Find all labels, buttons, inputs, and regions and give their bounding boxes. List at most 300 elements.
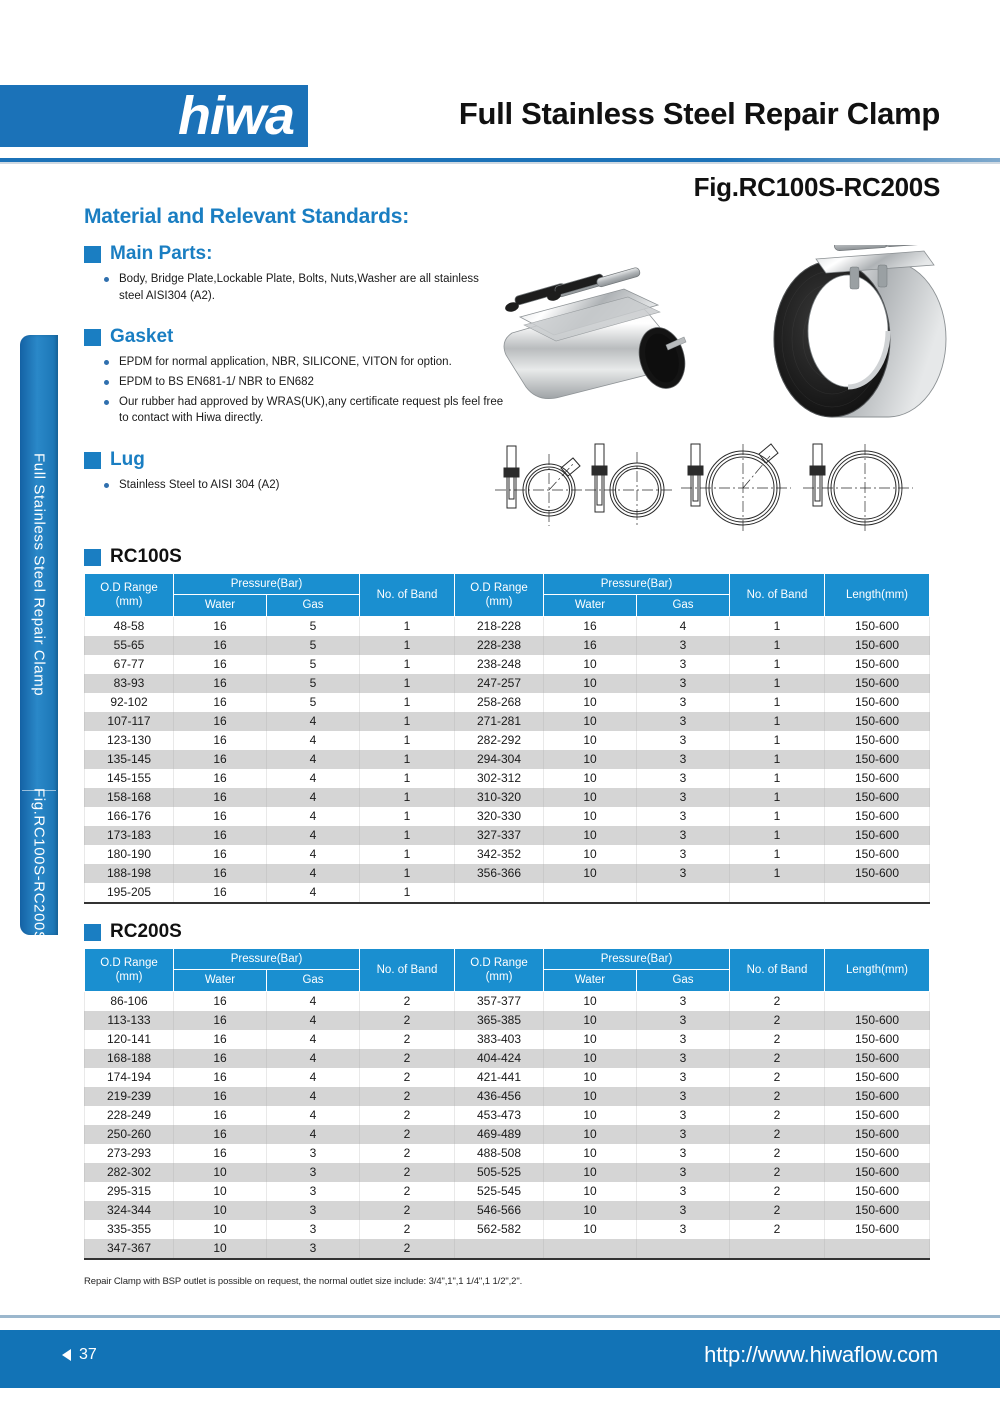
rc200s-section-label <box>84 921 930 943</box>
cell-band-right: 1 <box>730 769 825 788</box>
section-title: Material and Relevant Standards: <box>84 205 410 228</box>
table-row <box>85 1182 930 1201</box>
table-body <box>85 991 930 1259</box>
cell-gas-left: 4 <box>267 845 360 864</box>
table-label-text: RC200S <box>110 921 182 942</box>
cell-length <box>825 1239 930 1259</box>
cell-water-right: 10 <box>544 693 637 712</box>
cell-water-right: 10 <box>544 769 637 788</box>
table-row <box>85 655 930 674</box>
cell-gas-right: 3 <box>637 1068 730 1087</box>
clamp-front-view <box>774 245 946 417</box>
cell-band-right: 2 <box>730 1144 825 1163</box>
drawing-2 <box>585 444 675 528</box>
cell-od-left: 120-141 <box>85 1030 174 1049</box>
table-row <box>85 788 930 807</box>
brand-logo-text: hiwa <box>177 86 294 146</box>
spec-group-main-parts <box>84 243 504 304</box>
cell-od-right: 218-228 <box>455 616 544 636</box>
cell-od-left: 92-102 <box>85 693 174 712</box>
figure-title: Fig.RC100S-RC200S <box>693 172 940 202</box>
cell-gas-left: 4 <box>267 883 360 903</box>
cell-od-right: 327-337 <box>455 826 544 845</box>
table-row <box>85 864 930 883</box>
blue-square-icon <box>84 452 101 469</box>
cell-od-right: 469-489 <box>455 1125 544 1144</box>
table-label-text: RC100S <box>110 546 182 567</box>
cell-band-right: 1 <box>730 788 825 807</box>
cell-water-left: 16 <box>174 1049 267 1068</box>
cell-od-right: 383-403 <box>455 1030 544 1049</box>
cell-length: 150-600 <box>825 1011 930 1030</box>
spec-group-lug <box>84 449 504 494</box>
table-row <box>85 1030 930 1049</box>
cell-od-left: 335-355 <box>85 1220 174 1239</box>
cell-od-left: 273-293 <box>85 1144 174 1163</box>
cell-water-left: 16 <box>174 731 267 750</box>
cell-gas-left: 4 <box>267 1125 360 1144</box>
cell-length: 150-600 <box>825 1125 930 1144</box>
cell-band-right: 2 <box>730 1011 825 1030</box>
cell-band-right: 1 <box>730 693 825 712</box>
product-photo-group <box>490 245 950 430</box>
cell-band-left: 1 <box>360 769 455 788</box>
cell-water-right: 10 <box>544 750 637 769</box>
cell-od-right: 453-473 <box>455 1106 544 1125</box>
page-footer <box>0 1330 1000 1388</box>
th-od-left <box>85 574 174 616</box>
cell-gas-left: 4 <box>267 864 360 883</box>
th-band-right: No. of Band <box>730 574 825 616</box>
cell-band-right: 2 <box>730 1125 825 1144</box>
cell-band-right <box>730 883 825 903</box>
cell-od-right: 357-377 <box>455 991 544 1011</box>
cell-od-right: 562-582 <box>455 1220 544 1239</box>
cell-length: 150-600 <box>825 1068 930 1087</box>
cell-water-right: 10 <box>544 1106 637 1125</box>
cell-band-left: 1 <box>360 655 455 674</box>
cell-gas-right: 3 <box>637 864 730 883</box>
cell-od-right: 258-268 <box>455 693 544 712</box>
cell-water-left: 16 <box>174 864 267 883</box>
cell-gas-right: 3 <box>637 636 730 655</box>
cell-gas-left: 4 <box>267 826 360 845</box>
cell-od-left: 295-315 <box>85 1182 174 1201</box>
cell-length: 150-600 <box>825 693 930 712</box>
cell-gas-right: 3 <box>637 826 730 845</box>
cell-band-left: 1 <box>360 826 455 845</box>
cell-gas-left: 4 <box>267 1030 360 1049</box>
table-row <box>85 826 930 845</box>
cell-water-right: 10 <box>544 1220 637 1239</box>
clamp-side-view <box>504 267 692 399</box>
cell-water-right: 10 <box>544 1163 637 1182</box>
side-tab <box>20 335 58 942</box>
cell-water-right: 10 <box>544 826 637 845</box>
cell-od-left: 168-188 <box>85 1049 174 1068</box>
cell-gas-right: 3 <box>637 693 730 712</box>
cell-band-left: 1 <box>360 693 455 712</box>
cell-length: 150-600 <box>825 1182 930 1201</box>
cell-band-right: 1 <box>730 864 825 883</box>
cell-water-right: 10 <box>544 674 637 693</box>
cell-water-left: 16 <box>174 750 267 769</box>
cell-od-left: 135-145 <box>85 750 174 769</box>
cell-band-left: 1 <box>360 864 455 883</box>
cell-water-left: 16 <box>174 845 267 864</box>
cell-od-left: 228-249 <box>85 1106 174 1125</box>
table-header-row-1 <box>85 574 930 595</box>
list-item: EPDM to BS EN681-1/ NBR to EN682 <box>104 374 504 391</box>
cell-water-right: 10 <box>544 788 637 807</box>
drawing-1 <box>495 446 585 526</box>
cell-gas-left: 4 <box>267 1106 360 1125</box>
cell-length: 150-600 <box>825 712 930 731</box>
table-row <box>85 883 930 903</box>
cell-band-left: 2 <box>360 1030 455 1049</box>
list-item: EPDM for normal application, NBR, SILICONE, VITON for option. <box>104 354 504 371</box>
cell-band-right: 1 <box>730 807 825 826</box>
cell-gas-right: 3 <box>637 1182 730 1201</box>
cell-water-left: 16 <box>174 1011 267 1030</box>
cell-band-left: 1 <box>360 788 455 807</box>
cell-od-left: 67-77 <box>85 655 174 674</box>
cell-od-left: 219-239 <box>85 1087 174 1106</box>
footnote: Repair Clamp with BSP outlet is possible on request, the normal outlet size include: 3/4",1",1 1/4",1 1/2",2". <box>84 1276 523 1287</box>
cell-length: 150-600 <box>825 750 930 769</box>
cell-water-left: 16 <box>174 788 267 807</box>
th-water-left: Water <box>174 595 267 616</box>
drawing-3 <box>681 444 791 532</box>
cell-gas-right: 3 <box>637 991 730 1011</box>
cell-gas-left: 5 <box>267 655 360 674</box>
cell-band-right: 1 <box>730 636 825 655</box>
cell-water-left: 10 <box>174 1239 267 1259</box>
page-number: 37 <box>79 1346 97 1363</box>
cell-water-right: 10 <box>544 991 637 1011</box>
cell-band-left: 2 <box>360 1239 455 1259</box>
cell-gas-left: 3 <box>267 1182 360 1201</box>
cell-gas-right <box>637 1239 730 1259</box>
th-pressure-left: Pressure(Bar) <box>174 949 360 970</box>
table-row <box>85 845 930 864</box>
cell-od-left: 123-130 <box>85 731 174 750</box>
spec-group-gasket <box>84 326 504 427</box>
cell-gas-left: 3 <box>267 1201 360 1220</box>
table-row <box>85 750 930 769</box>
table-row <box>85 1201 930 1220</box>
cell-water-right: 10 <box>544 1068 637 1087</box>
cell-od-left: 113-133 <box>85 1011 174 1030</box>
cell-band-right: 1 <box>730 616 825 636</box>
header-divider-secondary <box>0 162 1000 164</box>
cell-od-right: 505-525 <box>455 1163 544 1182</box>
cell-gas-left: 4 <box>267 807 360 826</box>
cell-od-left: 48-58 <box>85 616 174 636</box>
cell-length: 150-600 <box>825 769 930 788</box>
cell-gas-left: 5 <box>267 616 360 636</box>
cell-band-right: 2 <box>730 1220 825 1239</box>
cell-gas-right: 3 <box>637 674 730 693</box>
cell-length: 150-600 <box>825 826 930 845</box>
page-title: Full Stainless Steel Repair Clamp <box>458 96 940 131</box>
cell-water-right: 16 <box>544 636 637 655</box>
list-item: Stainless Steel to AISI 304 (A2) <box>104 477 504 494</box>
rc100s-table <box>84 574 930 904</box>
th-od-left <box>85 949 174 991</box>
cell-water-left: 16 <box>174 693 267 712</box>
cell-od-right: 546-566 <box>455 1201 544 1220</box>
th-gas-left: Gas <box>267 970 360 991</box>
cell-gas-right: 3 <box>637 1106 730 1125</box>
technical-drawings <box>487 432 939 537</box>
page-number-group <box>62 1346 97 1364</box>
rc100s-section-label <box>84 546 930 568</box>
cell-band-right: 1 <box>730 655 825 674</box>
prev-page-arrow-icon[interactable] <box>62 1349 71 1361</box>
cell-water-left: 16 <box>174 769 267 788</box>
cell-od-right: 356-366 <box>455 864 544 883</box>
cell-gas-left: 4 <box>267 991 360 1011</box>
cell-length: 150-600 <box>825 655 930 674</box>
cell-water-left: 10 <box>174 1220 267 1239</box>
side-tab-segment-title <box>20 365 58 785</box>
drawing-4 <box>803 444 913 532</box>
th-gas-left: Gas <box>267 595 360 616</box>
table-row <box>85 1049 930 1068</box>
cell-od-right: 320-330 <box>455 807 544 826</box>
cell-water-left: 10 <box>174 1182 267 1201</box>
cell-gas-right: 3 <box>637 655 730 674</box>
th-water-left: Water <box>174 970 267 991</box>
spec-bullet-list <box>104 477 504 494</box>
cell-gas-left: 4 <box>267 769 360 788</box>
blue-square-icon <box>84 329 101 346</box>
table-row <box>85 1011 930 1030</box>
cell-length: 150-600 <box>825 864 930 883</box>
cell-band-left: 2 <box>360 1220 455 1239</box>
cell-gas-right: 4 <box>637 616 730 636</box>
table-row <box>85 1087 930 1106</box>
cell-water-right: 10 <box>544 1144 637 1163</box>
cell-band-right: 2 <box>730 1163 825 1182</box>
cell-water-right: 10 <box>544 1087 637 1106</box>
cell-od-right: 310-320 <box>455 788 544 807</box>
side-tab-segment-figure <box>20 787 58 942</box>
cell-gas-right <box>637 883 730 903</box>
th-length: Length(mm) <box>825 949 930 991</box>
cell-water-right: 10 <box>544 807 637 826</box>
table-row <box>85 1068 930 1087</box>
cell-length: 150-600 <box>825 807 930 826</box>
cell-length: 150-600 <box>825 674 930 693</box>
cell-band-left: 1 <box>360 636 455 655</box>
cell-water-right: 10 <box>544 1201 637 1220</box>
cell-water-left: 16 <box>174 655 267 674</box>
table-header <box>85 949 930 991</box>
cell-band-left: 2 <box>360 1011 455 1030</box>
cell-length: 150-600 <box>825 1163 930 1182</box>
cell-length: 150-600 <box>825 616 930 636</box>
cell-band-left: 2 <box>360 1049 455 1068</box>
cell-length <box>825 883 930 903</box>
cell-water-left: 16 <box>174 1068 267 1087</box>
cell-gas-right: 3 <box>637 1125 730 1144</box>
cell-length <box>825 991 930 1011</box>
cell-water-left: 16 <box>174 1087 267 1106</box>
table-row <box>85 731 930 750</box>
cell-od-right: 342-352 <box>455 845 544 864</box>
cell-band-left: 1 <box>360 845 455 864</box>
cell-gas-right: 3 <box>637 1220 730 1239</box>
table-row <box>85 636 930 655</box>
spec-group-heading <box>84 449 504 471</box>
cell-od-right: 421-441 <box>455 1068 544 1087</box>
cell-gas-right: 3 <box>637 807 730 826</box>
cell-gas-right: 3 <box>637 1144 730 1163</box>
cell-gas-right: 3 <box>637 1011 730 1030</box>
cell-od-left: 250-260 <box>85 1125 174 1144</box>
cell-band-right: 2 <box>730 1049 825 1068</box>
cell-band-left: 2 <box>360 1163 455 1182</box>
cell-gas-left: 4 <box>267 1011 360 1030</box>
table-row <box>85 712 930 731</box>
spec-group-label: Gasket <box>110 326 174 348</box>
blue-square-icon <box>84 246 101 263</box>
th-od-right <box>455 574 544 616</box>
cell-gas-left: 4 <box>267 1087 360 1106</box>
table-label-rc200s <box>84 921 930 943</box>
spec-bullet-list <box>104 271 504 304</box>
cell-od-left: 188-198 <box>85 864 174 883</box>
cell-water-right <box>544 1239 637 1259</box>
table-body <box>85 616 930 903</box>
cell-water-left: 16 <box>174 1106 267 1125</box>
cell-od-left: 195-205 <box>85 883 174 903</box>
cell-water-left: 10 <box>174 1163 267 1182</box>
cell-water-right: 10 <box>544 712 637 731</box>
table-row <box>85 616 930 636</box>
cell-band-left: 1 <box>360 731 455 750</box>
th-gas-right: Gas <box>637 970 730 991</box>
table-row <box>85 1144 930 1163</box>
table-row <box>85 674 930 693</box>
table-row <box>85 1125 930 1144</box>
th-od-left-line2: (mm) <box>115 970 143 983</box>
material-standards-section <box>84 205 504 516</box>
th-od-left-line2: (mm) <box>115 595 143 608</box>
cell-gas-left: 4 <box>267 1068 360 1087</box>
cell-gas-left: 4 <box>267 712 360 731</box>
th-od-right-line1: O.D Range <box>470 581 528 594</box>
technical-drawing-group <box>487 432 939 537</box>
cell-band-left: 2 <box>360 1068 455 1087</box>
cell-gas-right: 3 <box>637 1030 730 1049</box>
cell-length: 150-600 <box>825 1087 930 1106</box>
cell-od-right: 436-456 <box>455 1087 544 1106</box>
cell-water-right: 10 <box>544 1125 637 1144</box>
cell-gas-left: 5 <box>267 674 360 693</box>
cell-band-right: 1 <box>730 826 825 845</box>
table-header-row-1 <box>85 949 930 970</box>
cell-length: 150-600 <box>825 636 930 655</box>
th-band-right: No. of Band <box>730 949 825 991</box>
spec-group-label: Main Parts: <box>110 243 213 264</box>
cell-band-right: 2 <box>730 1182 825 1201</box>
cell-od-left: 324-344 <box>85 1201 174 1220</box>
table-row <box>85 1239 930 1259</box>
th-band-left: No. of Band <box>360 949 455 991</box>
cell-water-right: 10 <box>544 1182 637 1201</box>
th-gas-right: Gas <box>637 595 730 616</box>
cell-band-right: 1 <box>730 712 825 731</box>
website-url[interactable]: http://www.hiwaflow.com <box>704 1342 938 1367</box>
cell-band-left: 2 <box>360 991 455 1011</box>
cell-gas-right: 3 <box>637 1201 730 1220</box>
th-od-right-line2: (mm) <box>485 595 513 608</box>
cell-band-left: 2 <box>360 1106 455 1125</box>
cell-od-left: 158-168 <box>85 788 174 807</box>
cell-band-right: 1 <box>730 750 825 769</box>
cell-water-left: 16 <box>174 1144 267 1163</box>
cell-band-right: 2 <box>730 1106 825 1125</box>
table-header <box>85 574 930 616</box>
cell-gas-left: 4 <box>267 1049 360 1068</box>
cell-water-left: 16 <box>174 712 267 731</box>
rc200s-table <box>84 949 930 1260</box>
th-od-left-line1: O.D Range <box>100 956 158 969</box>
cell-water-right: 10 <box>544 655 637 674</box>
cell-band-left: 2 <box>360 1125 455 1144</box>
th-pressure-left: Pressure(Bar) <box>174 574 360 595</box>
cell-length: 150-600 <box>825 1049 930 1068</box>
cell-od-right: 282-292 <box>455 731 544 750</box>
cell-band-left: 1 <box>360 616 455 636</box>
cell-water-right: 10 <box>544 1030 637 1049</box>
table-row <box>85 807 930 826</box>
blue-square-icon <box>84 549 101 566</box>
cell-water-left: 16 <box>174 616 267 636</box>
table-row <box>85 1220 930 1239</box>
table-row <box>85 693 930 712</box>
side-tab-label-primary: Full Stainless Steel Repair Clamp <box>30 453 48 697</box>
cell-band-right <box>730 1239 825 1259</box>
cell-band-left: 2 <box>360 1182 455 1201</box>
cell-gas-left: 5 <box>267 693 360 712</box>
th-length: Length(mm) <box>825 574 930 616</box>
brand-logo-banner <box>0 85 308 147</box>
cell-gas-left: 4 <box>267 750 360 769</box>
cell-water-left: 16 <box>174 1125 267 1144</box>
cell-water-right <box>544 883 637 903</box>
cell-length: 150-600 <box>825 1220 930 1239</box>
cell-od-right <box>455 1239 544 1259</box>
cell-band-right: 2 <box>730 1201 825 1220</box>
cell-gas-right: 3 <box>637 1163 730 1182</box>
cell-water-left: 16 <box>174 991 267 1011</box>
th-pressure-right: Pressure(Bar) <box>544 574 730 595</box>
cell-od-left: 180-190 <box>85 845 174 864</box>
cell-band-left: 2 <box>360 1201 455 1220</box>
footer-divider <box>0 1315 1000 1318</box>
cell-od-right <box>455 883 544 903</box>
cell-od-right: 247-257 <box>455 674 544 693</box>
cell-length: 150-600 <box>825 1201 930 1220</box>
th-water-right: Water <box>544 595 637 616</box>
th-od-left-line1: O.D Range <box>100 581 158 594</box>
cell-length: 150-600 <box>825 1106 930 1125</box>
cell-band-left: 2 <box>360 1144 455 1163</box>
